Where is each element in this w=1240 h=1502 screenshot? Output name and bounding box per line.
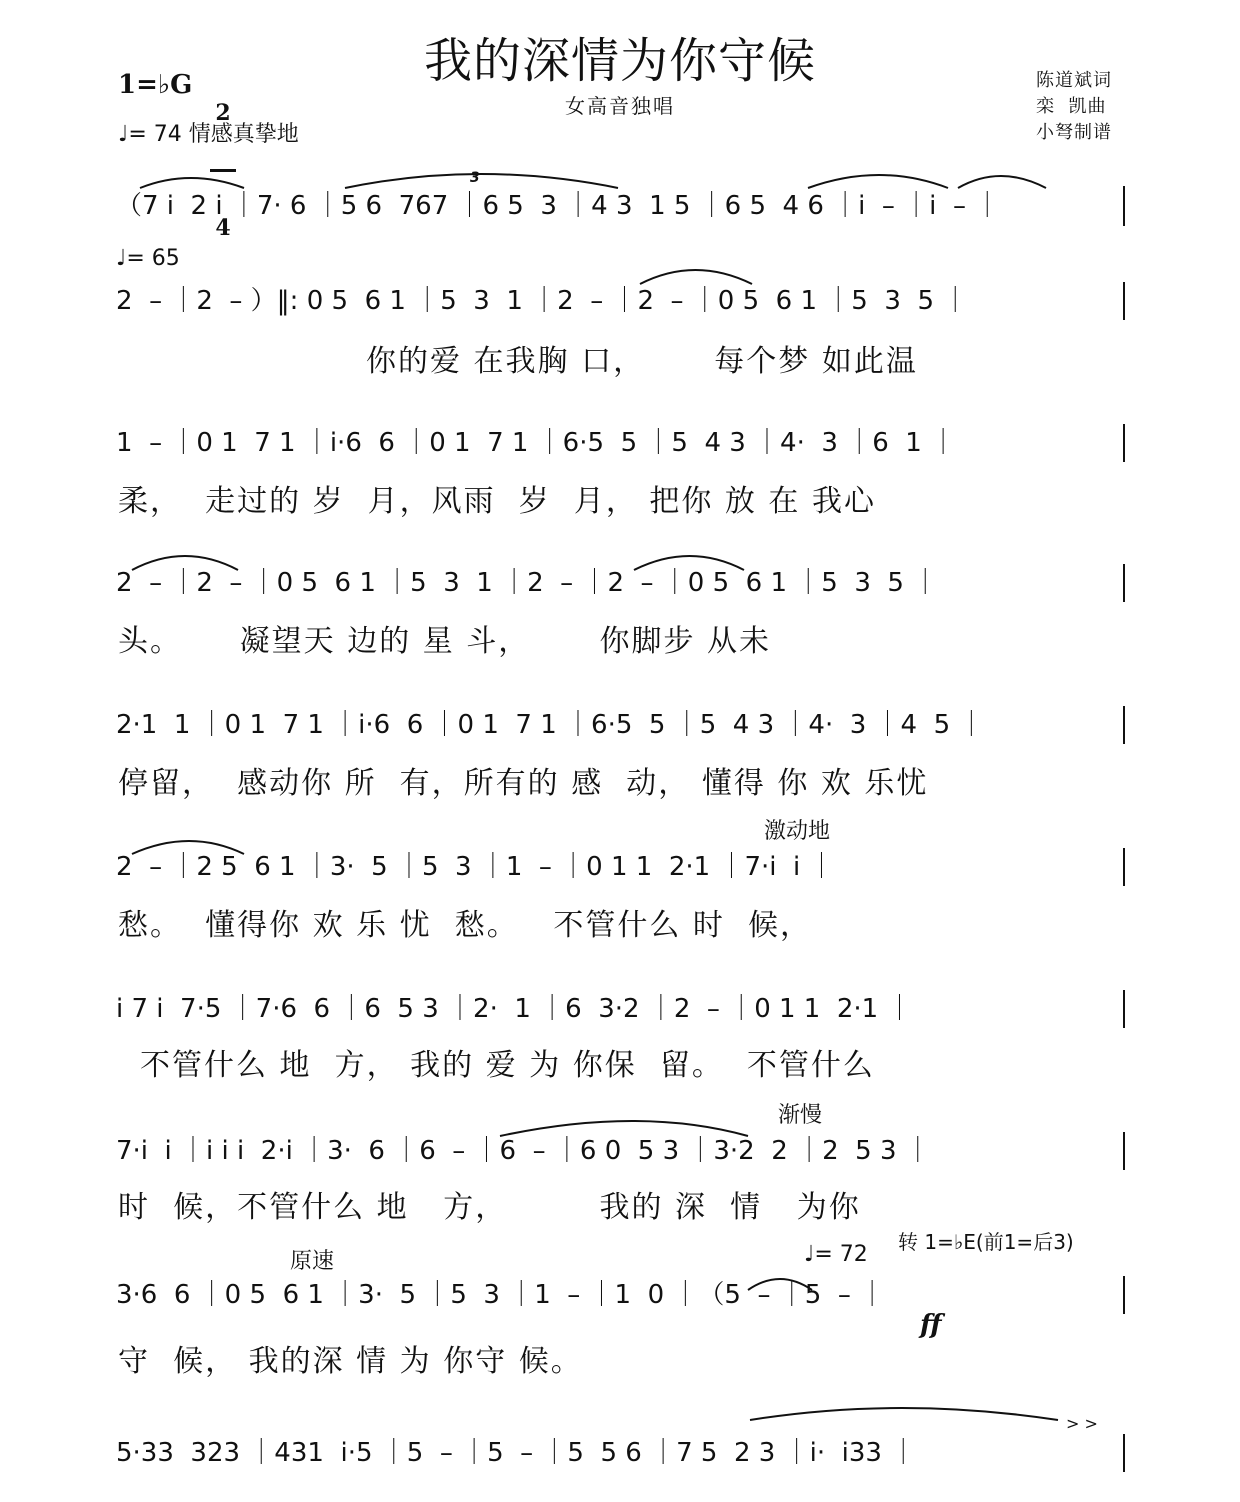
time-denominator: 4 xyxy=(215,215,231,241)
lyric-row-7: 不管什么 地 方， 我的 爱 为 你保 留。 不管什么 xyxy=(140,1048,875,1083)
song-subtitle: 女高音独唱 xyxy=(565,94,675,118)
notation-row-5: 2·1 1 ｜0 1 7 1 ｜i·6 6 ｜0 1 7 1 ｜6·5 5 ｜5 4 3 ｜4· 3 ｜4 5 ｜ xyxy=(116,710,985,740)
lyricist-credit: 陈道斌词 xyxy=(1036,70,1112,91)
key-change-mark: 转 1=♭E(前1=后3) xyxy=(898,1230,1074,1254)
key-signature: 1=♭G xyxy=(118,70,193,100)
notation-row-8: 7·i i ｜i i i 2·i ｜3· 6 ｜6 – ｜6 – ｜6 0 5 3 ｜3·2 2 ｜2 5 3 ｜ xyxy=(116,1136,931,1166)
arranger-credit: 小弩制谱 xyxy=(1036,122,1112,143)
notation-row-6: 2 – ｜2 5 6 1 ｜3· 5 ｜5 3 ｜1 – ｜0 1 1 2·1 ｜7·i i ｜ xyxy=(116,852,835,882)
expression-slowing: 渐慢 xyxy=(778,1103,823,1128)
notation-row-10: 5·33 323 ｜431 i·5 ｜5 – ｜5 – ｜5 5 6 ｜7 5 2 3 ｜i· i33 ｜ xyxy=(116,1438,917,1468)
tempo-marking: ♩= 74 情感真挚地 xyxy=(118,122,299,147)
expression-original-tempo: 原速 xyxy=(290,1249,335,1274)
lyric-row-4: 头。 凝望天 边的 星 斗， 你脚步 从未 xyxy=(118,624,772,659)
lyric-row-6: 愁。 懂得你 欢 乐 忧 愁。 不管什么 时 候， xyxy=(118,908,812,943)
lyric-row-5: 停留， 感动你 所 有，所有的 感 动， 懂得 你 欢 乐忧 xyxy=(118,766,929,801)
tempo-65-mark: ♩= 65 xyxy=(116,246,180,271)
composer-credit: 栾 凯曲 xyxy=(1036,96,1107,117)
lyric-row-3: 柔， 走过的 岁 月，风雨 岁 月， 把你 放 在 我心 xyxy=(118,484,876,519)
triplet-mark: 3 xyxy=(470,170,480,186)
time-numerator: 2 xyxy=(215,100,231,126)
expression-excited: 激动地 xyxy=(764,819,831,844)
notation-row-3: 1 – ｜0 1 7 1 ｜i·6 6 ｜0 1 7 1 ｜6·5 5 ｜5 4 3 ｜4· 3 ｜6 1 ｜ xyxy=(116,428,957,458)
notation-row-2: 2 – ｜2 – ）‖: 0 5 6 1 ｜5 3 1 ｜2 – ｜2 – ｜0 5 6 1 ｜5 3 5 ｜ xyxy=(116,286,969,316)
accent-marks: > > xyxy=(1066,1414,1098,1433)
dynamic-ff: ff xyxy=(920,1310,942,1340)
lyric-row-9: 守 候， 我的深 情 为 你守 候。 xyxy=(118,1344,583,1379)
lyric-row-8: 时 候，不管什么 地 方， 我的 深 情 为你 xyxy=(118,1190,861,1225)
notation-row-4: 2 – ｜2 – ｜0 5 6 1 ｜5 3 1 ｜2 – ｜2 – ｜0 5 6 1 ｜5 3 5 ｜ xyxy=(116,568,939,598)
song-title: 我的深情为你守候 xyxy=(423,33,816,89)
notation-row-1: （7 i 2 i ｜7· 6 ｜5 6 767 ｜6 5 3 ｜4 3 1 5 ｜6 5 4 6 ｜i – ｜i – ｜ xyxy=(116,191,1001,221)
tempo-72-mark: ♩= 72 xyxy=(804,1242,868,1267)
notation-row-9: 3·6 6 ｜0 5 6 1 ｜3· 5 ｜5 3 ｜1 – ｜1 0 ｜（5 – ｜5 – ｜ xyxy=(116,1280,886,1310)
notation-row-7: i 7 i 7·5 ｜7·6 6 ｜6 5 3 ｜2· 1 ｜6 3·2 ｜2 – ｜0 1 1 2·1 ｜ xyxy=(116,994,913,1024)
lyric-row-2: 你的爱 在我胸 口， 每个梦 如此温 xyxy=(366,344,918,379)
